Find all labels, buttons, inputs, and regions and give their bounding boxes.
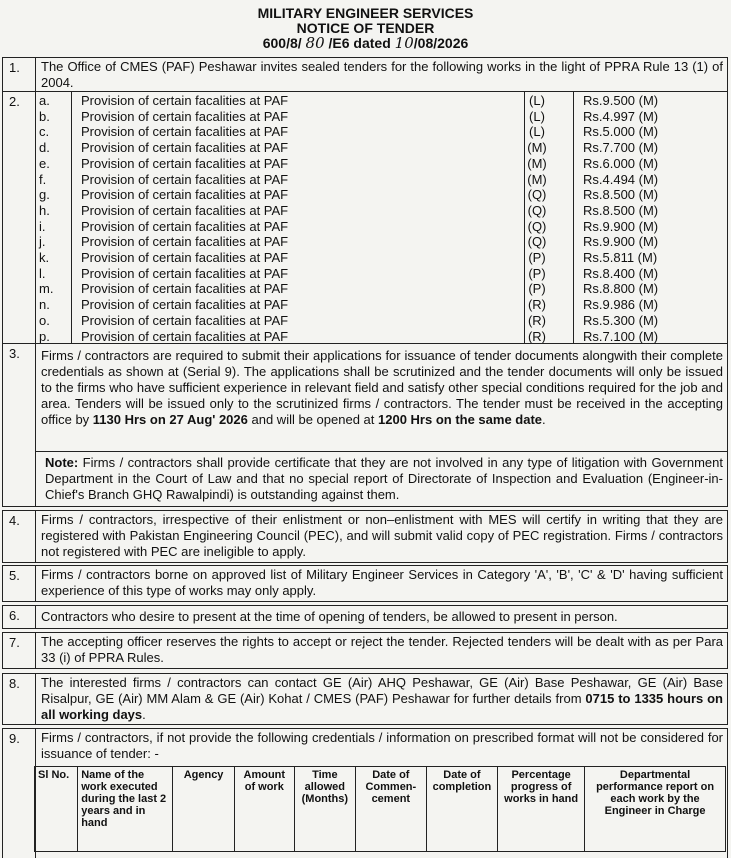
work-item-row bbox=[35, 109, 727, 125]
work-category: (M) bbox=[527, 140, 547, 156]
section-7-text: The accepting officer reserves the rights to accept or reject the tender. Rejected tenders will be dealt with as per Para 33 (i) of PPRA Rules. bbox=[41, 634, 723, 665]
work-estimate: Rs.7.100 (M) bbox=[583, 328, 659, 344]
section-6 bbox=[2, 605, 728, 629]
work-estimate: Rs.9.900 (M) bbox=[583, 218, 659, 234]
work-letter: g. bbox=[39, 187, 50, 203]
work-letter: l. bbox=[39, 265, 46, 281]
credentials-column-header: Percentage progress of works in hand bbox=[498, 767, 585, 852]
section-6-text: Contractors who desire to present at the time of opening of tenders, be allowed to present in person. bbox=[41, 609, 618, 624]
work-category: (P) bbox=[528, 265, 546, 281]
contact-hours: 0715 to 1335 hours on all working days bbox=[41, 691, 723, 722]
serial-number: 9. bbox=[9, 731, 20, 746]
work-category: (R) bbox=[527, 328, 547, 344]
work-letter: o. bbox=[39, 312, 50, 328]
section-5 bbox=[2, 565, 728, 602]
section-7 bbox=[2, 632, 728, 669]
work-category: (Q) bbox=[527, 202, 547, 218]
work-description: Provision of certain facalities at PAF bbox=[81, 140, 289, 156]
work-item-row bbox=[35, 140, 727, 156]
submission-deadline: 1130 Hrs on 27 Aug' 2026 bbox=[92, 412, 248, 427]
work-description: Provision of certain facalities at PAF bbox=[81, 124, 289, 140]
work-item-row bbox=[35, 203, 727, 219]
work-category: (P) bbox=[528, 281, 546, 297]
work-estimate: Rs.9.500 (M) bbox=[583, 93, 659, 108]
work-category: (L) bbox=[529, 124, 545, 140]
work-letter: n. bbox=[39, 297, 50, 313]
work-category: (M) bbox=[527, 171, 547, 187]
notice-header bbox=[0, 6, 731, 51]
work-estimate: Rs.8.800 (M) bbox=[583, 281, 659, 297]
credentials-column-header: Agency bbox=[173, 767, 235, 852]
work-letter: a. bbox=[39, 93, 50, 108]
work-description: Provision of certain facalities at PAF bbox=[81, 108, 289, 124]
header-title: NOTICE OF TENDER bbox=[296, 20, 435, 36]
work-description: Provision of certain facalities at PAF bbox=[81, 312, 289, 328]
work-category: (Q) bbox=[527, 218, 547, 234]
work-estimate: Rs.7.700 (M) bbox=[583, 140, 659, 156]
section-3-text: Firms / contractors are required to submit their applications for issuance of tender documents alongwith their complete credentials as shown at (Serial 9). The applications shall be scrutinized and the tender documents will only be issued to the firms who have sufficient experience in relevant field and satisfy other special conditions required for the job and area. Tenders will be issued only to the scrutinized firms / contractors. The tender must be received in the accepting office by 1130 Hrs on 27 Aug' 2026 and will be opened at 1200 Hrs on the same date. bbox=[41, 348, 723, 427]
work-letter: f. bbox=[39, 171, 47, 187]
section-2-works bbox=[2, 91, 728, 344]
work-letter: p. bbox=[39, 328, 50, 344]
work-item-row bbox=[35, 266, 727, 282]
work-item-row bbox=[35, 250, 727, 266]
credentials-column-header: Time allowed (Months) bbox=[294, 767, 355, 852]
works-list bbox=[35, 92, 727, 343]
work-description: Provision of certain facalities at PAF bbox=[81, 297, 289, 313]
ref-prefix: 600/8/ bbox=[262, 35, 302, 51]
work-category: (L) bbox=[529, 108, 545, 124]
work-category: (L) bbox=[529, 93, 545, 108]
section-1 bbox=[2, 57, 728, 92]
credentials-table bbox=[34, 766, 726, 852]
work-estimate: Rs.4.997 (M) bbox=[583, 108, 659, 124]
work-estimate: Rs.5.811 (M) bbox=[583, 250, 658, 265]
work-estimate: Rs.9.986 (M) bbox=[583, 297, 659, 313]
work-letter: c. bbox=[39, 124, 50, 140]
section-9-text: Firms / contractors, if not provide the following credentials / information on prescribed format will not be considered for issuance of tender: - bbox=[41, 730, 723, 761]
work-description: Provision of certain facalities at PAF bbox=[81, 281, 289, 297]
section-3-note: Note: Firms / contractors shall provide certificate that they are not involved in any type of litigation with Government Department in the Court of Law and that no special report of Directorate of Inspection and Evaluation (Engineer-in-Chief's Branch GHQ Rawalpindi) is outstanding against them. bbox=[45, 455, 723, 502]
work-estimate: Rs.9.900 (M) bbox=[583, 234, 659, 250]
note-label: Note: bbox=[45, 455, 79, 470]
work-letter: d. bbox=[39, 140, 50, 156]
work-letter: m. bbox=[39, 281, 54, 297]
serial-number: 5. bbox=[9, 568, 20, 583]
serial-number: 7. bbox=[9, 635, 20, 650]
work-item-row bbox=[35, 297, 727, 313]
work-description: Provision of certain facalities at PAF bbox=[81, 234, 289, 250]
credentials-column-header: Date of Commen-cement bbox=[355, 767, 426, 852]
work-description: Provision of certain facalities at PAF bbox=[81, 171, 289, 187]
work-letter: k. bbox=[39, 250, 50, 265]
section-3 bbox=[2, 343, 728, 507]
work-estimate: Rs.5.000 (M) bbox=[583, 124, 659, 140]
credentials-header-row bbox=[35, 767, 726, 852]
work-category: (Q) bbox=[527, 234, 547, 250]
ref-mid: /E6 dated bbox=[328, 35, 391, 51]
work-description: Provision of certain facalities at PAF bbox=[81, 187, 289, 203]
work-category: (R) bbox=[527, 297, 547, 313]
work-description: Provision of certain facalities at PAF bbox=[81, 93, 289, 108]
header-reference bbox=[0, 36, 731, 51]
work-estimate: Rs.8.500 (M) bbox=[583, 202, 659, 218]
serial-number: 8. bbox=[9, 676, 20, 691]
work-estimate: Rs.8.400 (M) bbox=[583, 265, 659, 281]
ref-handwritten-day: 10 bbox=[394, 34, 414, 52]
section-1-text: The Office of CMES (PAF) Peshawar invites sealed tenders for the following works in the light of PPRA Rule 13 (1) of 2004. bbox=[41, 59, 723, 90]
credentials-column-header: Sl No. bbox=[35, 767, 78, 852]
work-description: Provision of certain facalities at PAF bbox=[81, 328, 289, 344]
work-estimate: Rs.6.000 (M) bbox=[583, 155, 659, 171]
work-item-row bbox=[35, 219, 727, 235]
work-description: Provision of certain facalities at PAF bbox=[81, 202, 289, 218]
credentials-column-header: Departmental performance report on each work by the Engineer in Charge bbox=[585, 767, 726, 852]
work-letter: e. bbox=[39, 155, 50, 171]
work-letter: b. bbox=[39, 108, 50, 124]
section-8-text: The interested firms / contractors can contact GE (Air) AHQ Peshawar, GE (Air) Base Peshawar, GE (Air) Base Risalpur, GE (Air) MM Alam & GE (Air) Kohat / CMES (PAF) Peshawar for further details from 0715 to 1335 hours on all working days. bbox=[41, 675, 723, 722]
ref-handwritten-number: 80 bbox=[305, 34, 325, 52]
work-item-row bbox=[35, 234, 727, 250]
section-4 bbox=[2, 510, 728, 563]
work-estimate: Rs.4.494 (M) bbox=[583, 171, 659, 187]
credentials-column-header: Name of the work executed during the last 2 years and in hand bbox=[78, 767, 173, 852]
work-item-row bbox=[35, 187, 727, 203]
work-item-row bbox=[35, 172, 727, 188]
serial-number: 2. bbox=[9, 94, 20, 109]
serial-number: 3. bbox=[9, 346, 20, 361]
opening-time: 1200 Hrs on the same date bbox=[378, 412, 543, 427]
work-category: (P) bbox=[528, 250, 546, 265]
work-category: (Q) bbox=[527, 187, 547, 203]
work-item-row bbox=[35, 93, 727, 109]
work-item-row bbox=[35, 156, 727, 172]
work-item-row bbox=[35, 281, 727, 297]
work-estimate: Rs.8.500 (M) bbox=[583, 187, 659, 203]
serial-number: 1. bbox=[9, 60, 20, 75]
serial-number: 6. bbox=[9, 608, 20, 623]
work-letter: i. bbox=[39, 218, 46, 234]
work-item-row bbox=[35, 124, 727, 140]
section-5-text: Firms / contractors borne on approved list of Military Engineer Services in Category 'A', 'B', 'C' & 'D' having sufficient experience of this type of works may only apply. bbox=[41, 567, 723, 598]
work-item-row bbox=[35, 313, 727, 329]
section-4-text: Firms / contractors, irrespective of their enlistment or non–enlistment with MES will certify in writing that they are registered with Pakistan Engineering Council (PEC), and will submit valid copy of PEC registration. Firms / contractors not registered with PEC are ineligible to apply. bbox=[41, 512, 723, 559]
header-org: MILITARY ENGINEER SERVICES bbox=[257, 5, 474, 21]
work-description: Provision of certain facalities at PAF bbox=[81, 218, 289, 234]
work-description: Provision of certain facalities at PAF bbox=[81, 265, 289, 281]
credentials-column-header: Amount of work bbox=[234, 767, 294, 852]
section-8 bbox=[2, 673, 728, 725]
work-description: Provision of certain facalities at PAF bbox=[81, 250, 289, 265]
credentials-column-header: Date of completion bbox=[426, 767, 497, 852]
work-category: (M) bbox=[527, 155, 547, 171]
work-letter: j. bbox=[39, 234, 46, 250]
ref-suffix: /08/2026 bbox=[413, 35, 469, 51]
work-description: Provision of certain facalities at PAF bbox=[81, 155, 289, 171]
work-estimate: Rs.5.300 (M) bbox=[583, 312, 659, 328]
work-category: (R) bbox=[527, 312, 547, 328]
serial-number: 4. bbox=[9, 513, 20, 528]
work-letter: h. bbox=[39, 202, 50, 218]
